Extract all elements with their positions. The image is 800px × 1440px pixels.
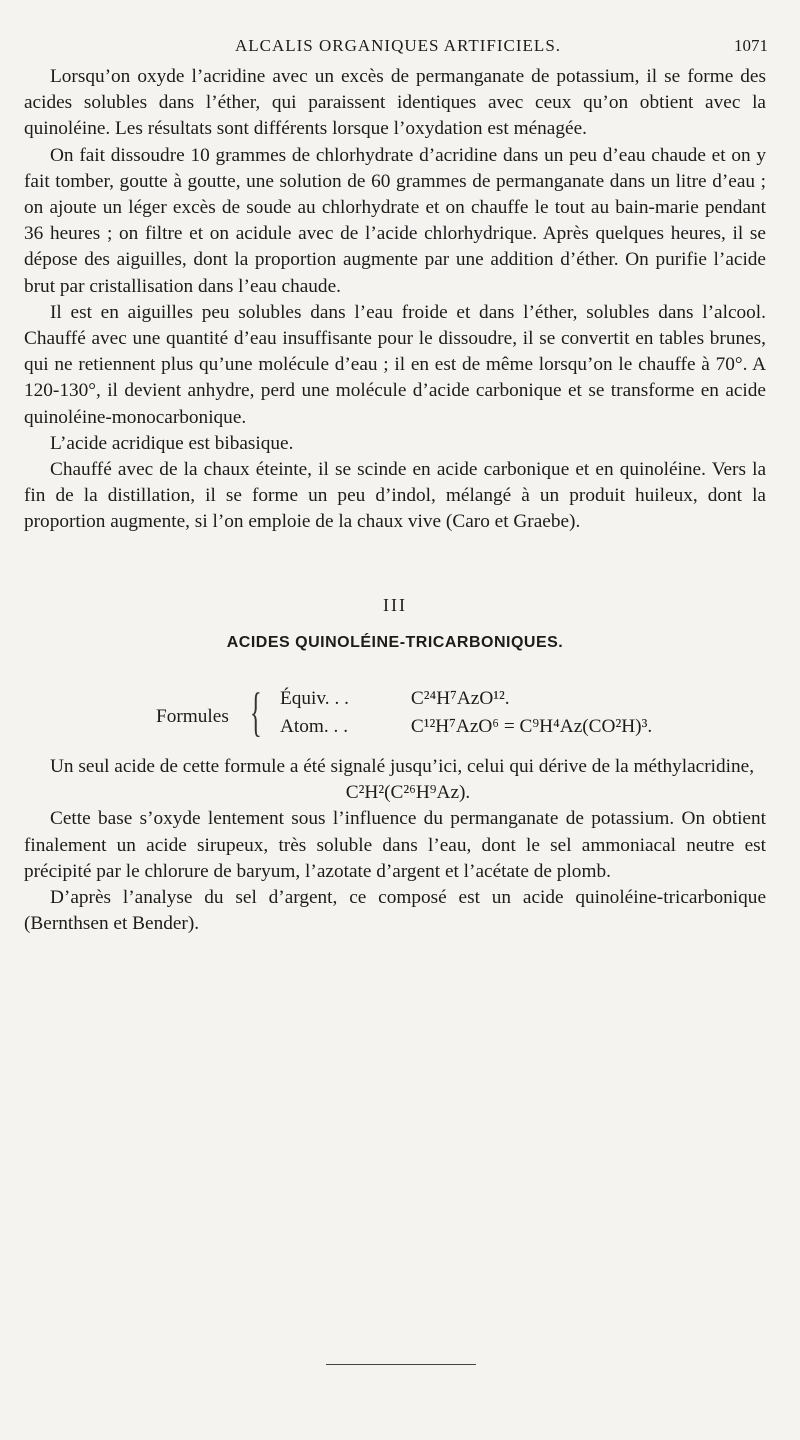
body-text — [24, 64, 766, 937]
end-rule — [326, 1364, 476, 1365]
paragraph-6: Un seul acide de cette formule a été signalé jusqu’ici, celui qui dérive de la méthylacridine, — [50, 756, 755, 778]
paragraph-7: Cette base s’oxyde lentement sous l’influence du permanganate de potassium. On obtient finalement un acide sirupeux, très soluble dans l’eau, dont le sel ammoniacal neutre est précipité par le chlorure de baryum, l’azotate d’argent et l’acétate de plomb. — [24, 808, 766, 882]
paragraph-8: D’après l’analyse du sel d’argent, ce composé est un acide quinoléine-tricarbonique (Bernthsen et Bender). — [24, 887, 766, 935]
section-title: ACIDES QUINOLÉINE-TRICARBONIQUES. — [226, 633, 564, 651]
paragraph-1: Lorsqu’on oxyde l’acridine avec un excès de permanganate de potassium, il se forme des acides solubles dans l’éther, qui paraissent identiques avec ceux qu’on obtient avec la quinoléine. Les résultats sont différents lorsque l’oxydation est ménagée. — [24, 66, 766, 140]
paragraph-2: On fait dissoudre 10 grammes de chlorhydrate d’acridine dans un peu d’eau chaude et on y fait tomber, goutte à goutte, une solution de 60 grammes de permanganate dans un litre d’eau ; on ajoute un léger excès de soude au chlorhydrate et on chauffe le tout au bain-marie pendant 36 heures ; on filtre et on acidule avec de l’acide chlorhydrique. Après quelques heures, il se dépose des aiguilles, dont la proportion augmente par une addition d’éther. On purifie l’acide brut par cristallisation dans l’eau chaude. — [24, 144, 766, 297]
paragraph-3: Il est en aiguilles peu solubles dans l’eau froide et dans l’éther, solubles dans l’alcool. Chauffé avec une quantité d’eau insuffisante pour le dissoudre, il se convertit en tables brunes, qui ne retiennent plus qu’une molécule d’eau ; il en est de même lorsqu’on le chauffe à 70°. A 120-130°, il devient anhydre, perd une molécule d’acide carbonique et se transforme en acide quinoléine-monocarbonique. — [24, 301, 766, 428]
paragraph-5: Chauffé avec de la chaux éteinte, il se scinde en acide carbonique et en quinoléine. Vers la fin de la distillation, il se forme un peu d’indol, mélangé à un produit huileux, dont la proportion augmente, si l’on emploie de la chaux vive (Caro et Graebe). — [24, 459, 766, 533]
formula-equiv-value: C²⁴H⁷AzO¹². — [410, 688, 510, 710]
page-header — [24, 30, 772, 60]
section-number: III — [383, 594, 407, 615]
page-number: 1071 — [734, 36, 768, 55]
methylacridine-formula: C²H²(C²⁶H⁹Az). — [345, 782, 471, 804]
formula-equiv-row — [280, 686, 510, 712]
brace-icon: { — [250, 682, 262, 743]
formula-atom-value: C¹²H⁷AzO⁶ = C⁹H⁴Az(CO²H)³. — [410, 716, 653, 738]
formula-label: Formules — [156, 706, 229, 728]
formula-equiv-label: Équiv. . . — [280, 688, 349, 710]
formula-atom-row — [280, 714, 652, 740]
paragraph-4: L’acide acridique est bibasique. — [50, 432, 294, 454]
formula-atom-label: Atom. . . — [280, 716, 349, 738]
formula-block — [24, 680, 766, 754]
running-title: ALCALIS ORGANIQUES ARTIFICIELS. — [234, 36, 562, 55]
